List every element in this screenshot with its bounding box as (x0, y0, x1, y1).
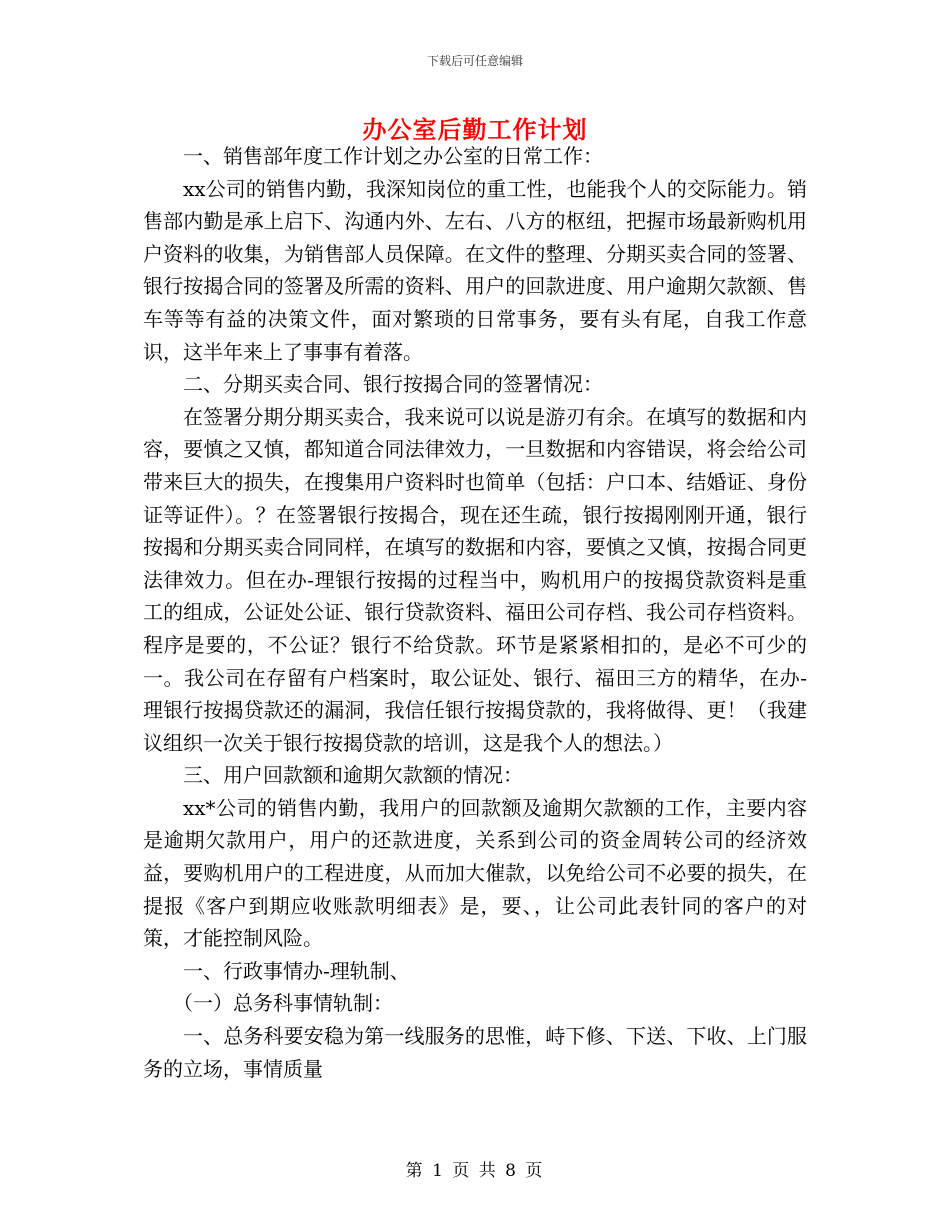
document-title: 办公室后勤工作计划 (362, 115, 588, 144)
paragraph: 在签署分期分期买卖合，我来说可以说是游刃有余。在填写的数据和内容，要慎之又慎，都知道合同法律效力，一旦数据和内容错误，将会给公司带来巨大的损失，在搜集用户资料时也简单（包括：户口本、结婚证、身份证等证件）。？在签署银行按揭合，现在还生疏，银行按揭刚刚开通，银行按揭和分期买卖合同同样，在填写的数据和内容，要慎之又慎，按揭合同更法律效力。但在办-理银行按揭的过程当中，购机用户的按揭贷款资料是重工的组成，公证处公证、银行贷款资料、福田公司存档、我公司存档资料。程序是要的，不公证？银行不给贷款。环节是紧紧相扣的，是必不可少的一。我公司在存留有户档案时，取公证处、银行、福田三方的精华，在办-理银行按揭贷款还的漏洞，我信任银行按揭贷款的，我将做得、更！（我建议组织一次关于银行按揭贷款的培训，这是我个人的想法。） (143, 404, 807, 755)
paragraph: 三、用户回款额和逾期欠款额的情况： (183, 763, 523, 788)
paragraph: 一、销售部年度工作计划之办公室的日常工作： (183, 144, 603, 168)
paragraph: 一、行政事情办-理轨制、 (183, 958, 410, 983)
page-number: 第 1 页 共 8 页 (405, 1161, 545, 1181)
page-header-note: 下载后可任意编辑 (426, 54, 523, 68)
paragraph: （一）总务科事情轨制： (173, 991, 393, 1016)
paragraph: xx公司的销售内勤，我深知岗位的重工性，也能我个人的交际能力。销售部内勤是承上启下、沟通内外、左右、八方的枢纽，把握市场最新购机用户资料的收集，为销售部人员保障。在文件的整理、分期买卖合同的签署、银行按揭合同的签署及所需的资料、用户的回款进度、用户逾期欠款额、售车等等有益的决策文件，面对繁琐的日常事务，要有头有尾，自我工作意识，这半年来上了事事有着落。 (143, 176, 807, 364)
paragraph: 二、分期买卖合同、银行按揭合同的签署情况： (183, 372, 603, 397)
paragraph: xx*公司的销售内勤，我用户的回款额及逾期欠款额的工作，主要内容是逾期欠款用户，用户的还款进度，关系到公司的资金周转公司的经济效益，要购机用户的工程进度，从而加大催款，以免给公司不必要的损失，在提报《客户到期应收账款明细表》是，要、，让公司此表针同的客户的对策，才能控制风险。 (143, 795, 807, 951)
document-body (143, 140, 807, 1085)
paragraph: 一、总务科要安稳为第一线服务的思惟，峙下修、下送、下收、上门服务的立场，事情质量 (143, 1024, 807, 1081)
